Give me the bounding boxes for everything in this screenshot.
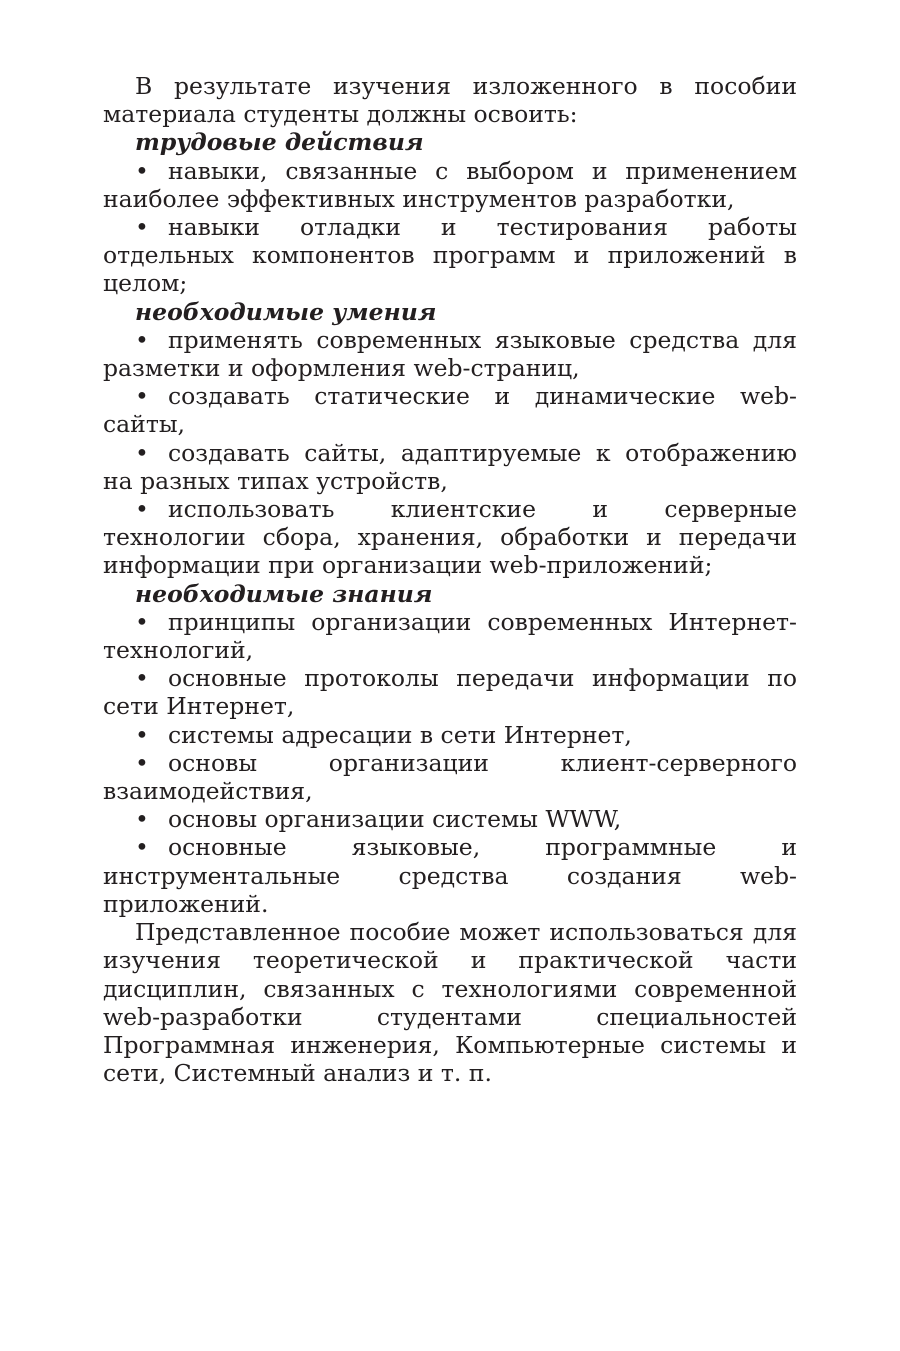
bullet-icon: • (135, 748, 149, 777)
list-item (103, 608, 797, 664)
list-item (103, 439, 797, 495)
list-item (103, 833, 797, 918)
bullet-icon: • (135, 382, 149, 411)
list-item (103, 495, 797, 580)
list-item-text: основы организации клиент-серверного взаимодействия, (103, 748, 797, 806)
intro-paragraph: В результате изучения изложенного в пособии материала студенты должны освоить: (103, 72, 797, 129)
bullet-icon: • (135, 438, 149, 467)
list-item-text: создавать статические и динамические web-сайты, (103, 382, 797, 439)
list-item-text: системы адресации в сети Интернет, (168, 720, 632, 749)
list-item-text: принципы организации современных Интернет-технологий, (103, 607, 797, 665)
list-item-text: основные языковые, программные и инструментальные средства создания web-приложений. (103, 833, 797, 918)
list-item-text: навыки отладки и тестирования работы отдельных компонентов программ и приложений в целом; (103, 213, 797, 298)
list-item (103, 749, 797, 805)
list-item (103, 157, 797, 213)
list-item (103, 213, 797, 298)
list-item-text: применять современных языковые средства для разметки и оформления web-страниц, (103, 325, 797, 383)
bullet-icon: • (135, 720, 149, 749)
closing-paragraph: Представленное пособие может использоваться для изучения теоретической и практической части дисциплин, связанных с технологиями современной web-разработки студентами специальностей Программная инженерия, Компьютерные системы и сети, Системный анализ и т. п. (103, 918, 797, 1088)
bullet-icon: • (135, 495, 149, 524)
bullet-icon: • (135, 156, 149, 185)
list-item-text: создавать сайты, адаптируемые к отображению на разных типах устройств, (103, 438, 797, 495)
list-item (103, 326, 797, 382)
list-item-text: основы организации системы WWW, (168, 805, 622, 834)
bullet-icon: • (135, 325, 149, 354)
section-heading-labor-actions: трудовые действия (135, 128, 424, 157)
section-heading-required-knowledge: необходимые знания (135, 579, 433, 608)
list-item-text: навыки, связанные с выбором и применением наиболее эффективных инструментов разработки, (103, 156, 797, 213)
section-heading-required-skills: необходимые умения (135, 297, 437, 326)
bullet-icon: • (135, 805, 149, 834)
page-body (103, 72, 797, 1087)
bullet-icon: • (135, 833, 149, 862)
list-item (103, 382, 797, 438)
list-item (103, 664, 797, 720)
list-item-text: основные протоколы передачи информации по сети Интернет, (103, 664, 797, 721)
list-item-text: использовать клиентские и серверные технологии сбора, хранения, обработки и передачи информации при организации web-приложений; (103, 495, 797, 580)
list-item (103, 721, 797, 749)
bullet-icon: • (135, 213, 149, 242)
list-item (103, 805, 797, 833)
bullet-icon: • (135, 607, 149, 636)
bullet-icon: • (135, 664, 149, 693)
